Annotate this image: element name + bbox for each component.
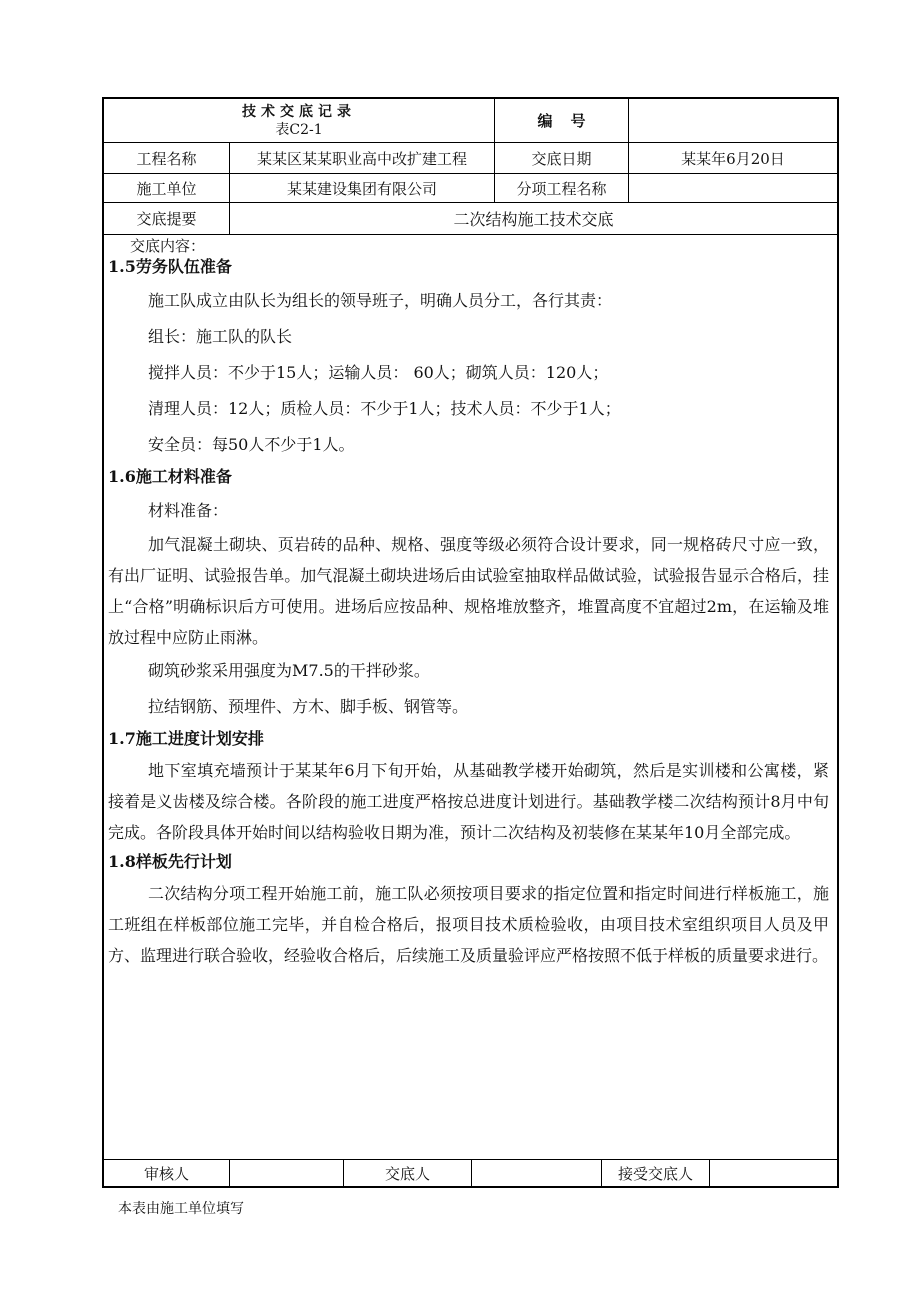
unit-label: 施工单位 bbox=[136, 179, 197, 198]
date-cell[interactable] bbox=[629, 143, 837, 174]
receiver-label-cell bbox=[602, 1160, 710, 1186]
summary-value: 二次结构施工技术交底 bbox=[453, 210, 614, 229]
unit-value: 某某建设集团有限公司 bbox=[286, 179, 437, 198]
receiver-cell[interactable] bbox=[710, 1160, 837, 1186]
unit-cell[interactable] bbox=[230, 174, 495, 203]
disclosure-form bbox=[102, 97, 839, 1188]
sub-value-cell[interactable] bbox=[629, 174, 837, 203]
form-title-text: 技术交底记录 bbox=[242, 103, 356, 120]
unit-label-cell bbox=[104, 174, 230, 203]
project-name: 某某区某某职业高中改扩建工程 bbox=[256, 149, 467, 168]
reviewer-cell[interactable] bbox=[230, 1160, 344, 1186]
section-heading: 1.6施工材料准备 bbox=[108, 467, 232, 486]
paragraph: 搅拌人员：不少于15人；运输人员： 60人；砌筑人员：120人； bbox=[148, 363, 609, 382]
form-title bbox=[104, 99, 495, 143]
reviewer-label-cell bbox=[104, 1160, 230, 1186]
paragraph: 材料准备： bbox=[148, 501, 229, 520]
project-name-label: 工程名称 bbox=[136, 149, 197, 168]
footnote: 本表由施工单位填写 bbox=[118, 1201, 244, 1217]
summary-cell[interactable] bbox=[230, 203, 837, 235]
date-value: 某某年6月20日 bbox=[681, 149, 785, 168]
number-label-cell bbox=[495, 99, 629, 143]
reviewer-label: 审核人 bbox=[143, 1164, 189, 1183]
discloser-label-cell bbox=[344, 1160, 472, 1186]
summary-label-cell bbox=[104, 203, 230, 235]
number-label: 编号 bbox=[537, 112, 604, 130]
discloser-cell[interactable] bbox=[472, 1160, 602, 1186]
signature-row bbox=[104, 1160, 837, 1186]
date-label: 交底日期 bbox=[531, 149, 592, 168]
paragraph: 施工队成立由队长为组长的领导班子，明确人员分工，各行其责： bbox=[148, 291, 613, 310]
paragraph: 砌筑砂浆采用强度为M7.5的干拌砂浆。 bbox=[148, 661, 430, 680]
paragraph: 二次结构分项工程开始施工前，施工队必须按项目要求的指定位置和指定时间进行样板施工，施工班组在样板部位施工完毕，并自检合格后，报项目技术质检验收，由项目技术室组织项目人员及甲方、监理进行联合验收，经验收合格后，后续施工及质量验评应严格按照不低于样板的质量要求进行。 bbox=[108, 884, 829, 965]
date-label-cell bbox=[495, 143, 629, 174]
discloser-label: 交底人 bbox=[384, 1164, 430, 1183]
content-intro: 交底内容： bbox=[130, 237, 206, 255]
paragraph: 清理人员：12人；质检人员：不少于1人；技术人员：不少于1人； bbox=[148, 399, 621, 418]
section-heading: 1.8样板先行计划 bbox=[108, 852, 232, 871]
paragraph: 地下室填充墙预计于某某年6月下旬开始，从基础教学楼开始砌筑，然后是实训楼和公寓楼，紧接着是义齿楼及综合楼。各阶段的施工进度严格按总进度计划进行。基础教学楼二次结构预计8月中旬完成。各阶段具体开始时间以结构验收日期为准，预计二次结构及初装修在某某年10月全部完成。 bbox=[108, 761, 829, 842]
summary-label: 交底提要 bbox=[136, 210, 197, 228]
number-value-cell[interactable] bbox=[629, 99, 837, 143]
sub-label: 分项工程名称 bbox=[516, 179, 607, 198]
paragraph: 加气混凝土砌块、页岩砖的品种、规格、强度等级必须符合设计要求，同一规格砖尺寸应一致，有出厂证明、试验报告单。加气混凝土砌块进场后由试验室抽取样品做试验，试验报告显示合格后，挂上“合格”明确标识后方可使用。进场后应按品种、规格堆放整齐，堆置高度不宜超过2m，在运输及堆放过程中应防止雨淋。 bbox=[108, 535, 829, 647]
content-body bbox=[104, 257, 837, 971]
content-area bbox=[104, 235, 837, 1160]
project-name-label-cell bbox=[104, 143, 230, 174]
form-code: 表C2-1 bbox=[275, 121, 323, 138]
project-name-cell[interactable] bbox=[230, 143, 495, 174]
receiver-label: 接受交底人 bbox=[617, 1164, 693, 1183]
paragraph: 组长：施工队的队长 bbox=[148, 327, 293, 346]
paragraph: 安全员：每50人不少于1人。 bbox=[148, 435, 355, 454]
paragraph: 拉结钢筋、预埋件、方木、脚手板、钢管等。 bbox=[148, 697, 469, 716]
section-heading: 1.7施工进度计划安排 bbox=[108, 729, 264, 748]
section-heading: 1.5劳务队伍准备 bbox=[108, 257, 232, 276]
sub-label-cell bbox=[495, 174, 629, 203]
